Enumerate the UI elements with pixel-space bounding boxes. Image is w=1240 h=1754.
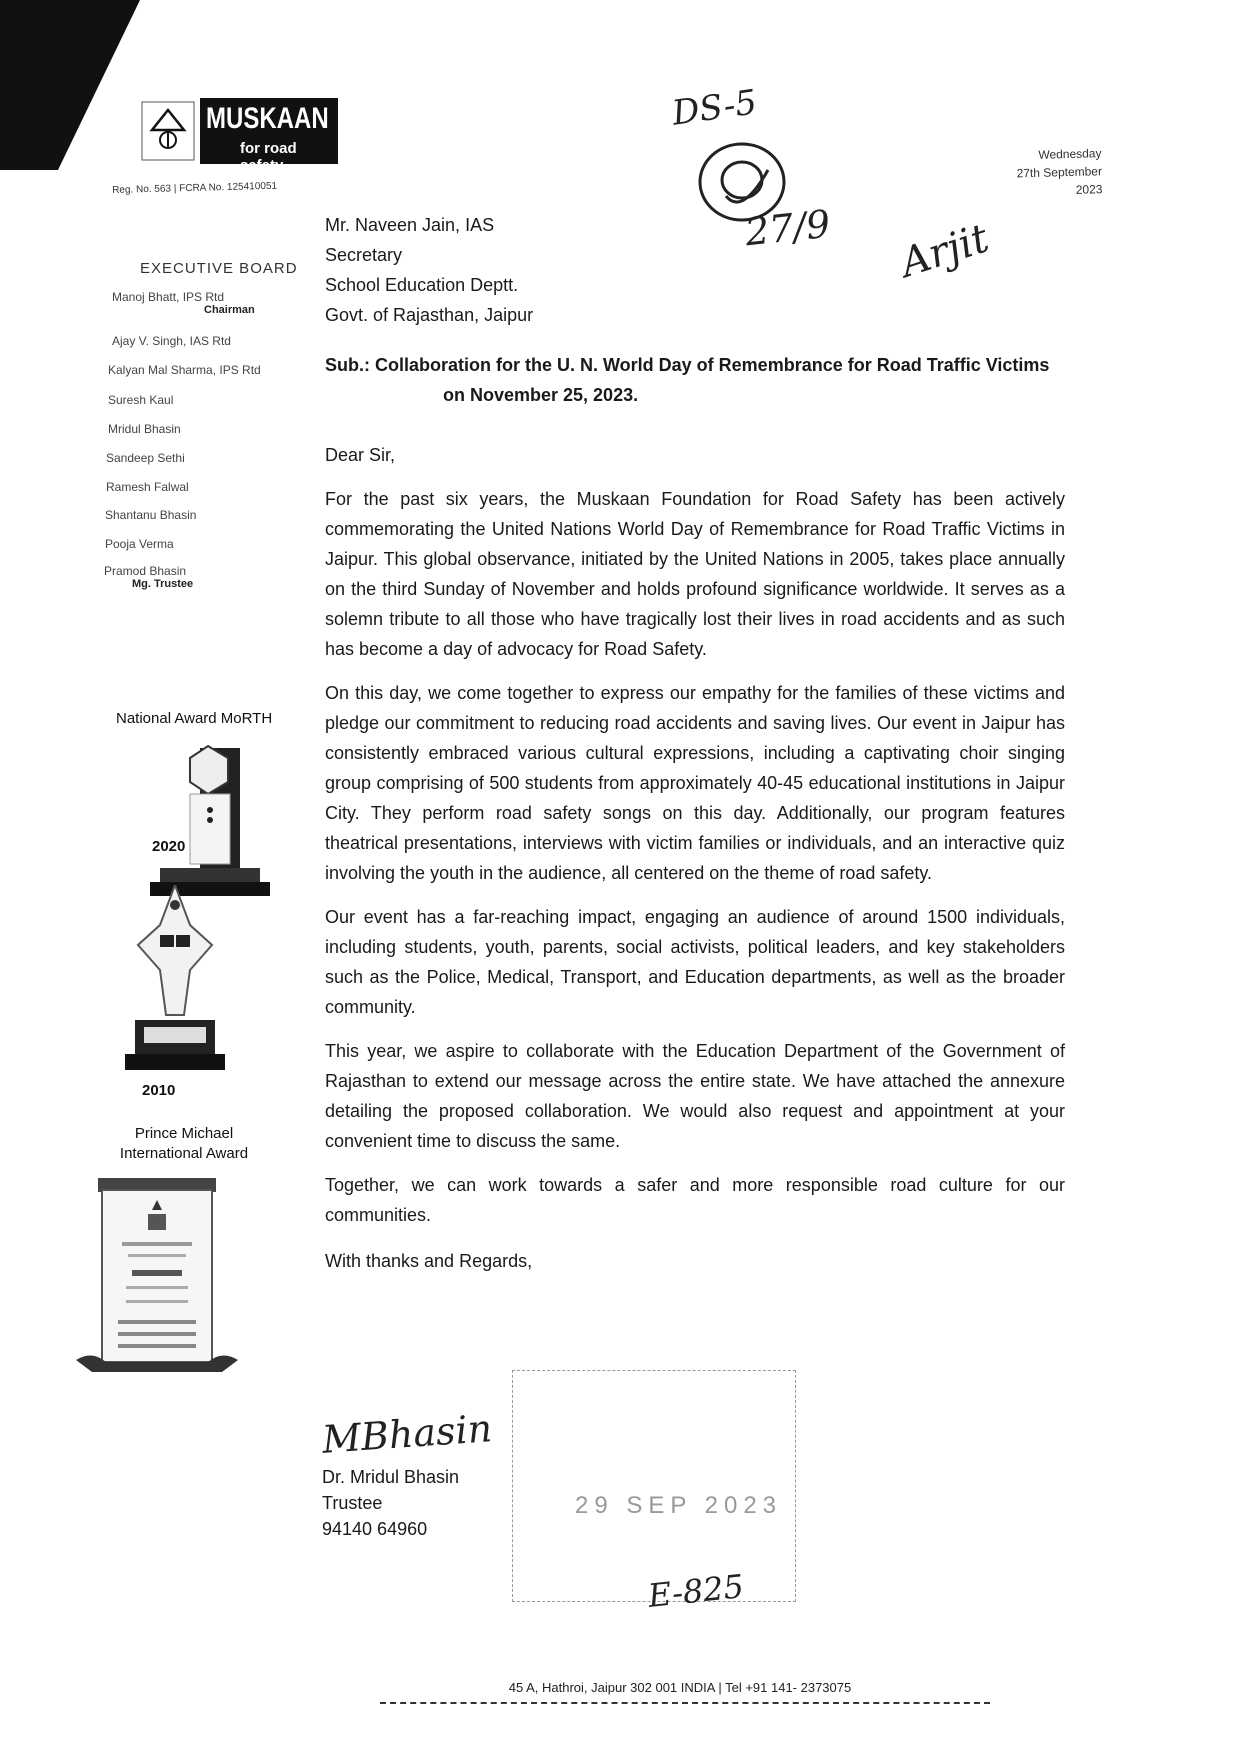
board-member: Pramod Bhasin Mg. Trustee [104, 564, 194, 590]
logo-subtitle: for road safety [240, 140, 297, 174]
letter-body [325, 210, 1065, 1276]
signer-name: Dr. Mridul Bhasin [322, 1467, 460, 1487]
scroll-certificate-icon [72, 1170, 242, 1380]
board-member: Ajay V. Singh, IAS Rtd [112, 334, 231, 348]
board-member: Suresh Kaul [108, 393, 174, 407]
salutation: Dear Sir, [325, 445, 396, 465]
body-paragraph: This year, we aspire to collaborate with the Education Department of the Government of Rajasthan to extend our message across the entire state. We have attached the annexure detailing the proposed collaboration. We would also request and appointment at your convenient time to discuss the same. [325, 1041, 1065, 1151]
handwritten-date-initial: 27/9 [742, 201, 833, 255]
handwritten-note-right: Arjit [895, 215, 995, 287]
footer-rule [380, 1702, 990, 1704]
addressee-name: Mr. Naveen Jain, IAS [325, 215, 495, 235]
board-member: Kalyan Mal Sharma, IPS Rtd [108, 363, 261, 377]
scan-shadow-corner [0, 0, 140, 170]
logo-wordmark [200, 98, 338, 174]
handwritten-inward-note: DS-5 [669, 82, 760, 134]
handwritten-receipt-number: E-825 [646, 1567, 746, 1615]
board-member: Pooja Verma [105, 537, 174, 551]
executive-board-title: EXECUTIVE BOARD [140, 260, 298, 277]
signer-title: Trustee [322, 1493, 383, 1513]
award-label-prince-michael: Prince Michael International Award [119, 1125, 249, 1162]
body-paragraph: On this day, we come together to express our empathy for the families of these victims and pledge our commitment to reducing road accidents and saving lives. Our event in Jaipur has consistently embraced various cultural expressions, including a captivating choir singing group comprising of 500 students from approximately 40-45 educational institutions in Jaipur City. They perform road safety songs on this day. Additionally, our program features theatrical presentations, interviews with victim families or individuals, and an interactive quiz involving the youth in the audience, all centered on the theme of road safety. [325, 683, 1065, 883]
award-year-2020: 2020 [152, 838, 186, 855]
registration-line: Reg. No. 563 | FCRA No. 125410051 [112, 180, 278, 196]
body-paragraph: For the past six years, the Muskaan Foundation for Road Safety has been actively commemorating the United Nations World Day of Remembrance for Road Traffic Victims in Jaipur. This global observance, initiated by the United Nations in 2005, takes place annually on the third Sunday of November and holds profound significance worldwide. It serves as a solemn tribute to all those who have tragically lost their lives in road accidents and as such has become a day of advocacy for Road Safety. [325, 489, 1065, 659]
letter-date: Wednesday 27th September 2023 [1016, 146, 1103, 197]
trophy-2010-icon [120, 885, 230, 1075]
award-year-2010: 2010 [142, 1082, 176, 1099]
logo-emblem-icon [138, 98, 198, 164]
award-label-morth: National Award MoRTH [116, 710, 273, 727]
receipt-stamp [512, 1370, 796, 1602]
signer-block [322, 1464, 459, 1542]
board-member: Mridul Bhasin [108, 422, 181, 436]
board-member: Manoj Bhatt, IPS Rtd Chairman [112, 290, 255, 316]
addressee-block [325, 210, 1065, 330]
logo-title: MUSKAAN [206, 102, 329, 135]
trophy-2020-icon [150, 738, 270, 898]
body-paragraph: Our event has a far-reaching impact, engaging an audience of around 1500 individuals, including students, youth, parents, social activists, political leaders, and key stakeholders such as the Police, Medical, Transport, and Education departments, as well as the broader community. [325, 907, 1065, 1017]
addressee-location: Govt. of Rajasthan, Jaipur [325, 305, 534, 325]
closing-line: With thanks and Regards, [325, 1251, 533, 1271]
subject-line: Sub.: Collaboration for the U. N. World Day of Remembrance for Road Traffic Victims on November 25, 2023. [325, 355, 1050, 405]
footer-address: 45 A, Hathroi, Jaipur 302 001 INDIA | Tel +91 141- 2373075 [508, 1680, 852, 1695]
addressee-department: School Education Deptt. [325, 275, 519, 295]
addressee-title: Secretary [325, 245, 403, 265]
stamp-date: 29 SEP 2023 [575, 1492, 783, 1519]
muskaan-logo [138, 98, 338, 178]
body-paragraph: Together, we can work towards a safer and more responsible road culture for our communities. [325, 1175, 1065, 1225]
board-member: Shantanu Bhasin [105, 508, 197, 522]
board-member: Ramesh Falwal [106, 480, 189, 494]
board-member: Sandeep Sethi [106, 451, 185, 465]
signature: MBhasin [320, 1406, 494, 1462]
signer-phone: 94140 64960 [322, 1519, 428, 1539]
